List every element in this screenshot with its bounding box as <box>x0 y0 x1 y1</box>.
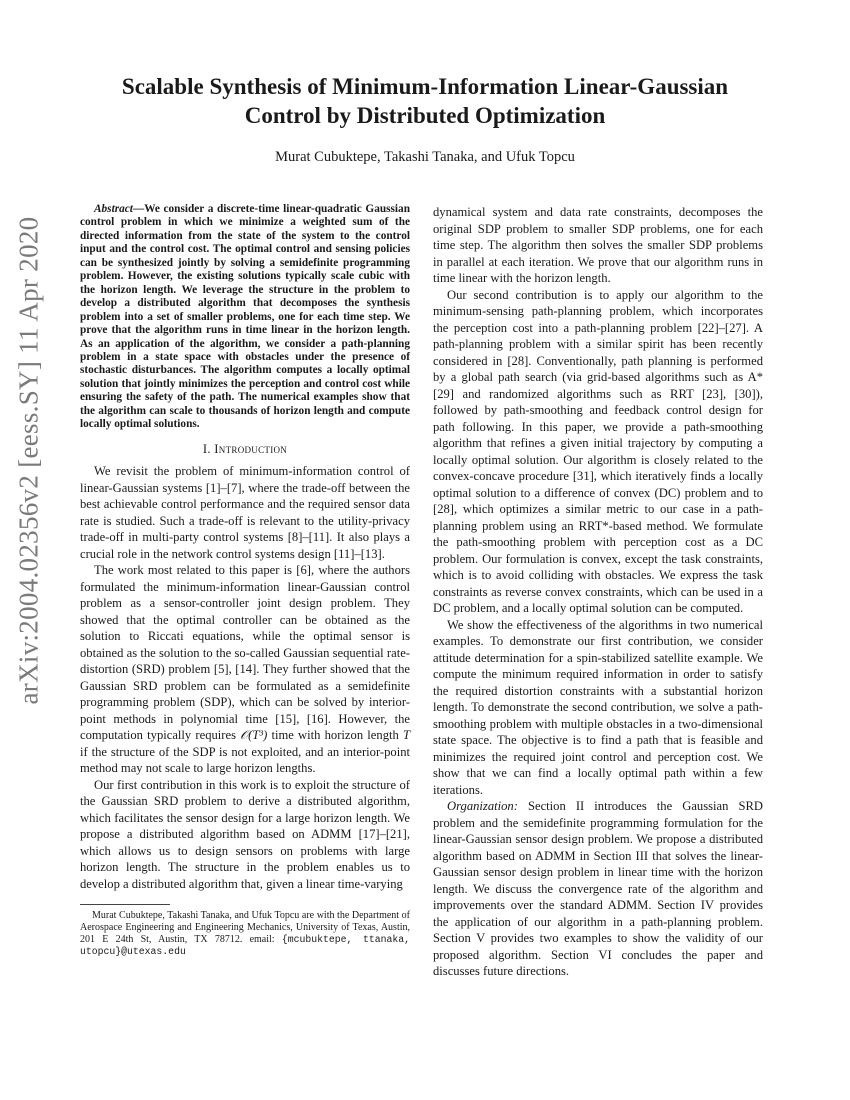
paper-title <box>100 72 750 130</box>
section-title: Introduction <box>214 441 288 456</box>
organization-paragraph <box>433 798 763 980</box>
author-list: Murat Cubuktepe, Takashi Tanaka, and Ufuk Topcu <box>275 149 575 165</box>
arxiv-identifier-text: arXiv:2004.02356v2 [eess.SY] 11 Apr 2020 <box>13 216 44 704</box>
paper-title-line-2: Control by Distributed Optimization <box>244 103 606 128</box>
abstract-text: We consider a discrete-time linear-quadratic Gaussian control problem in which we minimize a weighted sum of the directed information from the state of the system to the control input and the control cost. The optimal control and sensing policies can be synthesized jointly by solving a semidefinite programming problem. However, the existing solutions typically scale cubic with the horizon length. We leverage the structure in the problem to develop a distributed algorithm that decomposes the synthesis problem into a set of smaller problems, one for each time step. We prove that the algorithm runs in time linear in the horizon length. As an application of the algorithm, we consider a path-planning problem in a state space with obstacles under the presence of stochastic disturbances. The algorithm computes a locally optimal solution that jointly minimizes the perception and control cost while ensuring the safety of the path. The numerical examples show that the algorithm can scale to thousands of horizon length and compute locally optimal solutions. <box>80 203 410 431</box>
intro-paragraph-2-part-c: if the structure of the SDP is not exploited, and an interior-point method may not scale to large horizon lengths. <box>80 744 410 776</box>
intro-paragraph-2 <box>80 562 410 777</box>
arxiv-identifier-stamp <box>2 216 56 704</box>
intro-paragraph-3-continued: dynamical system and data rate constraints, decomposes the original SDP problem to smaller SDP problems, one for each time step. The algorithm then solves the smaller SDP problems in parallel at each iteration. We prove that our algorithm runs in time linear with the horizon length. <box>433 205 763 285</box>
right-column <box>433 204 763 980</box>
organization-label: Organization: <box>447 799 518 813</box>
organization-text: Section II introduces the Gaussian SRD problem and the semidefinite programming formulation for the linear-Gaussian sensor design problem. We propose a distributed algorithm based on ADMM in Section III that solves the linear-Gaussian sensor design problem in linear time with the horizon length. We discuss the convergence rate of the algorithm and improvements over the standard ADMM. Section IV provides the application of our algorithm in a path-planning problem. Section V provides two examples to show the validity of our proposed algorithm. Section VI concludes the paper and discusses future directions. <box>433 799 763 978</box>
section-number: I. <box>202 441 211 456</box>
section-heading-introduction <box>80 441 410 458</box>
intro-paragraph-3: Our first contribution in this work is to exploit the structure of the Gaussian SRD problem to derive a distributed algorithm, which facilitates the sensor design for a large horizon length. We propose a distributed algorithm based on ADMM [17]–[21], which allows us to design sensors on problems with large horizon length. The structure in the problem enables us to develop a distributed algorithm that, given a linear time-varying <box>80 777 410 891</box>
footnote-text: Murat Cubuktepe, Takashi Tanaka, and Ufuk Topcu are with the Department of Aerospace Engineering and Engineering Mechanics, University of Texas, Austin, 201 E 24th St, Austin, TX 78712. email: <box>80 910 410 946</box>
intro-paragraph-2-part-b: time with horizon length <box>267 728 403 743</box>
intro-paragraph-4: Our second contribution is to apply our algorithm to the minimum-sensing path-planning problem, which incorporates the perception cost into a path-planning problem [22]–[27]. A path-planning problem with a similar spirit has been recently considered in [28]. Conventionally, path planning is performed by a global path search (via grid-based algorithms such as A* [29] and randomized algorithms such as RRT [23], [30]), followed by path-smoothing and feedback control design for path following. In this paper, we provide a path-smoothing algorithm that refines a given initial trajectory by computing a locally optimal solution. Our algorithm is closely related to the convex-concave procedure [31], which iteratively finds a locally optimal solution to a difference of convex (DC) problem and to [28], which optimizes a similar metric to our case in a path-planning problem using an RRT*-based method. We formulate the path-smoothing problem with perception cost as a DC problem. Our formulation is convex, except the task constraints, which is to avoid colliding with obstacles. We express the task constraints as reverse convex constraints, which can be used in a DC problem, and a locally optimal solution can be computed. <box>433 287 763 615</box>
intro-paragraph-5: We show the effectiveness of the algorithms in two numerical examples. To demonstrate our first contribution, we consider attitude determination for a spin-stabilized satellite example. We compute the minimum required information in order to satisfy the required distortion constraints with a substantial horizon length. To demonstrate the second contribution, we solve a path-smoothing problem with multiple obstacles in a two-dimensional state space. The objective is to find a path that is feasible and minimizes the required joint control and perception cost. We show that we can find a locally optimal path within a few iterations. <box>433 617 763 797</box>
abstract-label: Abstract <box>94 203 133 215</box>
abstract-dash: — <box>132 203 145 215</box>
intro-paragraph-1: We revisit the problem of minimum-information control of linear-Gaussian systems [1]–[7], where the trade-off between the best achievable control performance and the required sensor data rate is studied. Such a trade-off is relevant to the utility-privacy trade-off in multi-party control systems [8]–[11]. It also plays a crucial role in the network control systems design [11]–[13]. <box>80 464 410 561</box>
left-column <box>80 203 410 958</box>
footnote-email: {mcubuktepe, ttanaka, utopcu}@utexas.edu <box>80 934 411 958</box>
horizon-variable: T <box>402 728 410 743</box>
footnote-divider <box>80 904 170 905</box>
abstract <box>80 203 410 432</box>
author-affiliation-footnote <box>80 910 410 958</box>
intro-paragraph-2-part-a: The work most related to this paper is [6], where the authors formulated the minimum-information linear-Gaussian control problem as a sensor-controller joint design problem. They showed that the optimal controller can be obtained as the solution to Riccati equations, while the optimal sensor is obtained as the solution to the so-called Gaussian sequential rate-distortion (SRD) problem [5], [14]. They further showed that the Gaussian SRD problem can be formulated as a semidefinite programming problem (SDP), which can be solved by interior-point methods in polynomial time [15], [16]. However, the computation typically requires <box>80 563 410 743</box>
complexity-expression: 𝒪(T³) <box>240 728 268 743</box>
paper-title-line-1: Scalable Synthesis of Minimum-Information Linear-Gaussian <box>121 74 729 99</box>
